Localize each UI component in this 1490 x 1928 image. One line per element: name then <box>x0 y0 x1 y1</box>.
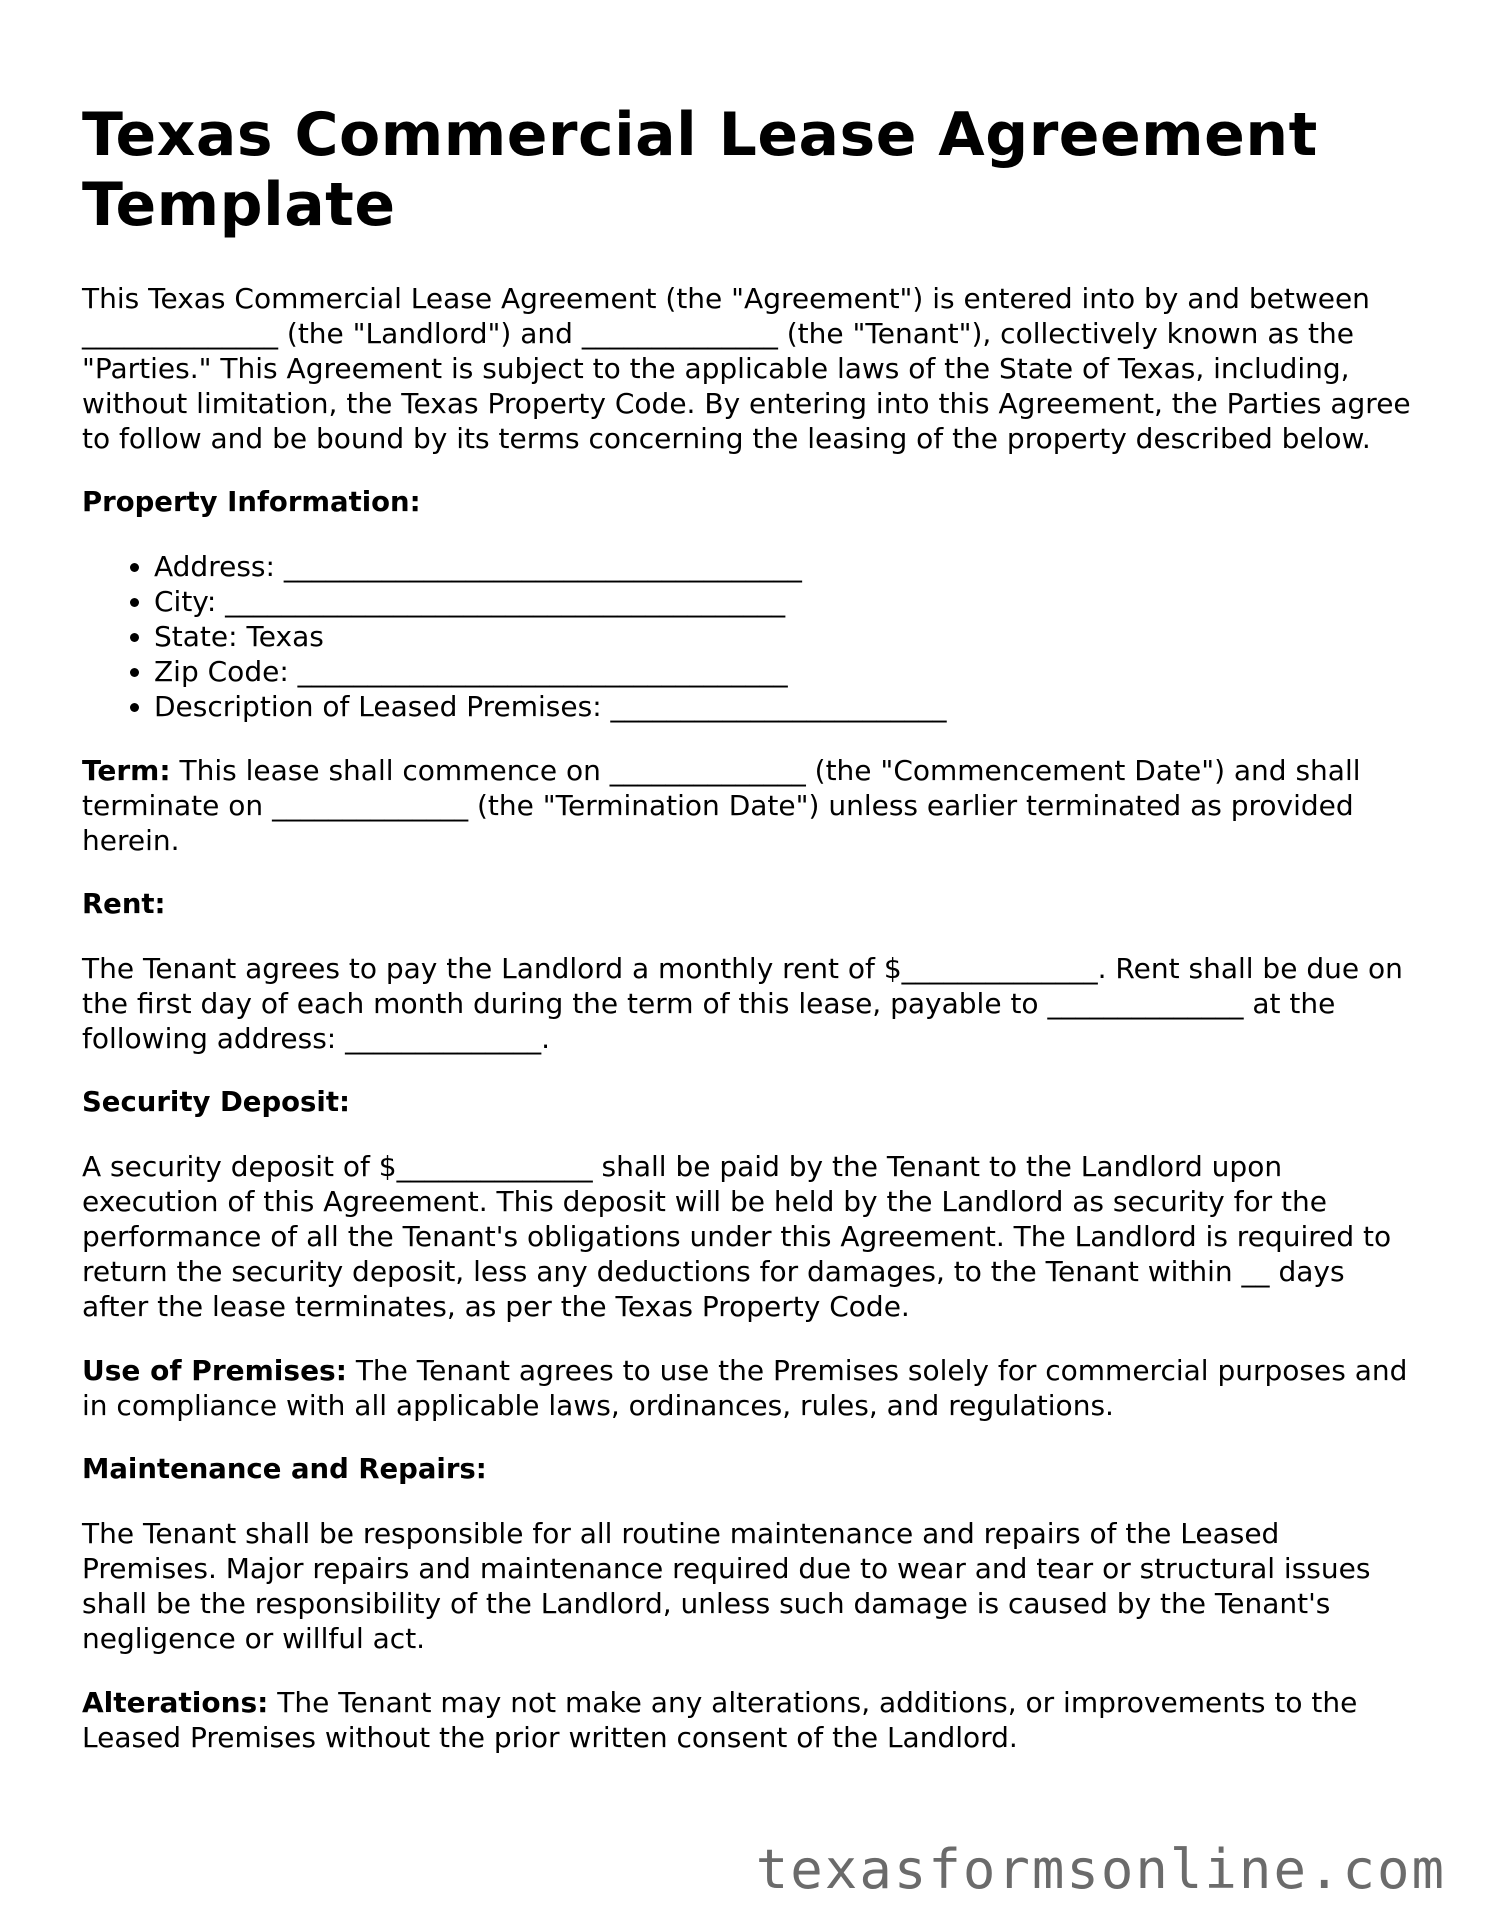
alterations-text: The Tenant may not make any alterations, additions, or improvements to the Leased Premises without the prior written consent of the Landlord. <box>82 1686 1358 1754</box>
document-page <box>82 100 1412 1755</box>
intro-paragraph: This Texas Commercial Lease Agreement (the "Agreement") is entered into by and between ______________ (the "Landlord") and ______________ (the "Tenant"), collectively known as the "Parties." This Agreement is subject to the applicable laws of the State of Texas, including, without limitation, the Texas Property Code. By entering into this Agreement, the Parties agree to follow and be bound by its terms concerning the leasing of the property described below. <box>82 282 1411 455</box>
term-label: Term: <box>82 754 171 787</box>
alterations-label: Alterations: <box>82 1686 269 1719</box>
property-address: • Address: _____________________________________ <box>154 549 1412 584</box>
term-paragraph <box>82 753 1412 858</box>
maintenance-heading: Maintenance and Repairs: <box>82 1453 487 1485</box>
document-title: Texas Commercial Lease Agreement Template <box>82 100 1318 240</box>
property-city: • City: ________________________________________ <box>154 584 1412 619</box>
site-watermark: texasformsonline.com <box>755 1838 1446 1901</box>
rent-paragraph: The Tenant agrees to pay the Landlord a monthly rent of $______________. Rent shall be due on the first day of each month during the term of this lease, payable to ______________ at the following address: ______________. <box>82 952 1403 1055</box>
security-paragraph: A security deposit of $______________ shall be paid by the Tenant to the Landlord upon execution of this Agreement. This deposit will be held by the Landlord as security for the performance of all the Tenant's obligations under this Agreement. The Landlord is required to return the security deposit, less any deductions for damages, to the Tenant within __ days after the lease terminates, as per the Texas Property Code. <box>82 1150 1392 1323</box>
alterations-paragraph <box>82 1685 1412 1755</box>
property-description: • Description of Leased Premises: ________________________ <box>154 689 1412 724</box>
rent-heading: Rent: <box>82 888 166 920</box>
use-paragraph <box>82 1353 1412 1423</box>
property-zip: • Zip Code: ___________________________________ <box>154 654 1412 689</box>
property-list <box>82 549 1412 724</box>
property-heading: Property Information: <box>82 486 421 518</box>
property-state: • State: Texas <box>154 619 1412 654</box>
term-text: This lease shall commence on ______________ (the "Commencement Date") and shall terminate on ______________ (the "Termination Date") unless earlier terminated as provided herein. <box>82 754 1361 857</box>
use-text: The Tenant agrees to use the Premises solely for commercial purposes and in compliance with all applicable laws, ordinances, rules, and regulations. <box>82 1354 1408 1422</box>
use-label: Use of Premises: <box>82 1354 347 1387</box>
maintenance-paragraph: The Tenant shall be responsible for all routine maintenance and repairs of the Leased Premises. Major repairs and maintenance required due to wear and tear or structural issues shall be the responsibility of the Landlord, unless such damage is caused by the Tenant's negligence or willful act. <box>82 1517 1371 1655</box>
security-heading: Security Deposit: <box>82 1086 350 1118</box>
